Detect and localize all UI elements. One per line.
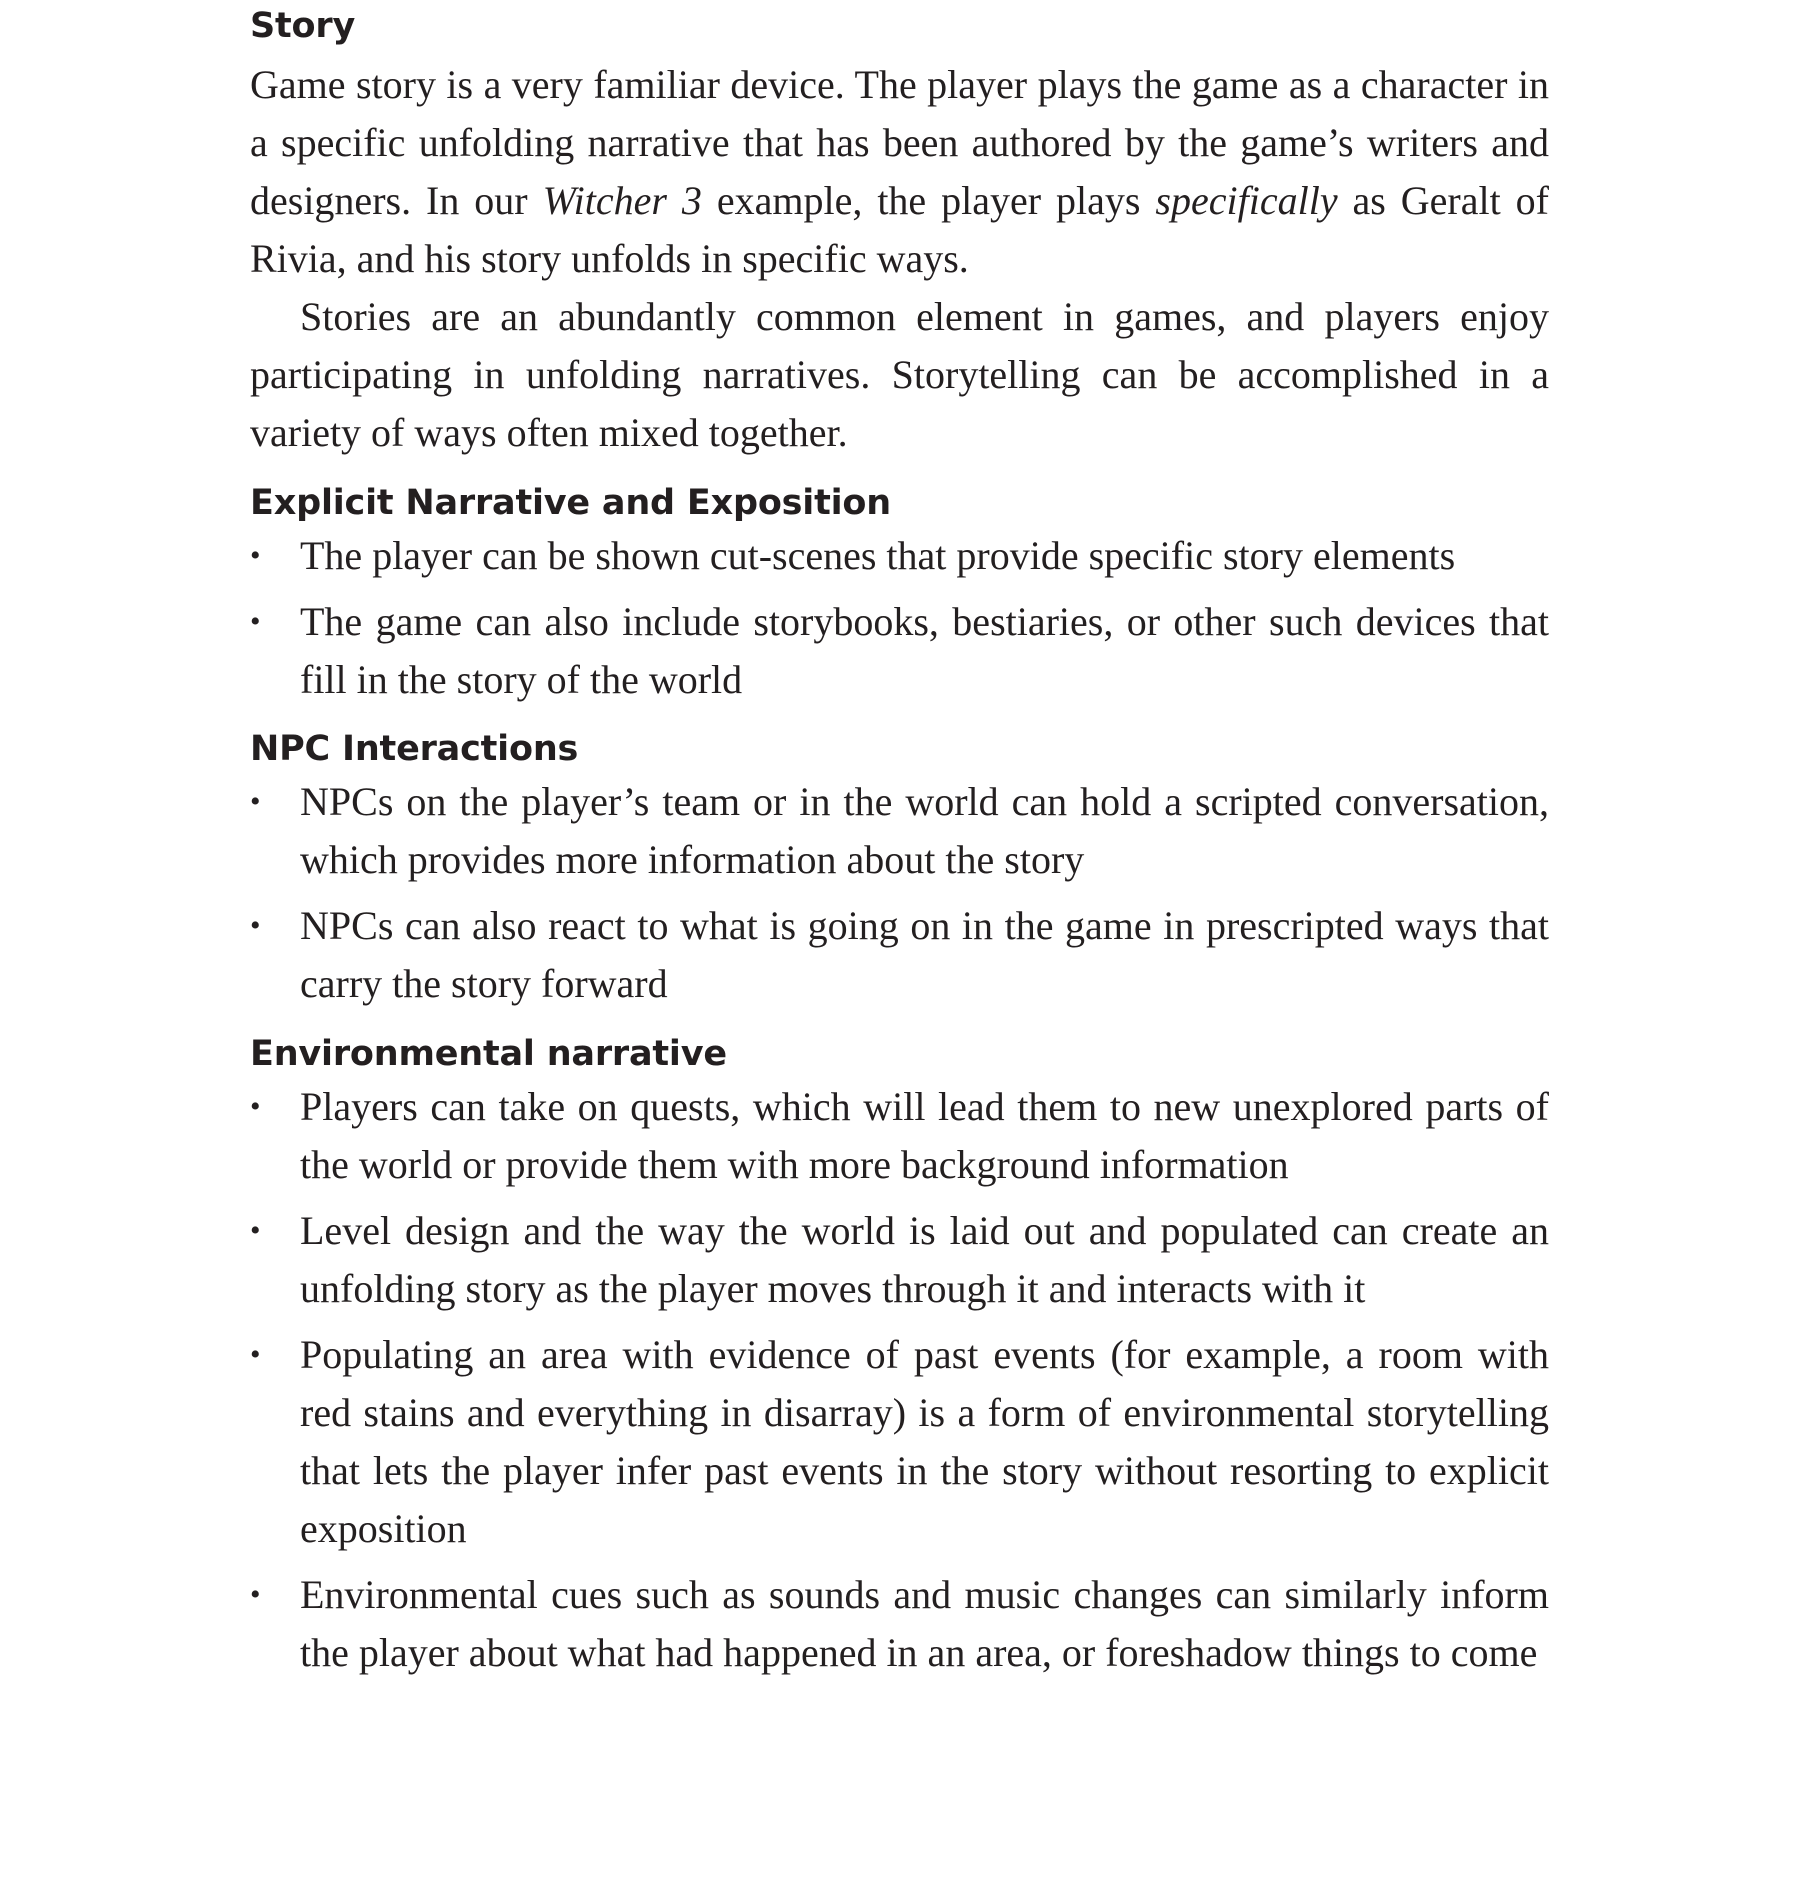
- list-item-text: The player can be shown cut-scenes that provide specific story elements: [300, 533, 1456, 578]
- list-item-text: Environmental cues such as sounds and music changes can similarly inform the player about what had happened in an area, or foreshadow things to come: [300, 1572, 1549, 1675]
- bullet-icon: •: [250, 539, 261, 572]
- list-item: [250, 527, 1549, 585]
- story-p1-text-b: example, the player plays: [701, 178, 1156, 223]
- list-item-text: Players can take on quests, which will lead them to new unexplored parts of the world or provide them with more background information: [300, 1084, 1549, 1187]
- list-item: [250, 1566, 1549, 1682]
- list-item-text: Level design and the way the world is laid out and populated can create an unfolding story as the player moves through it and interacts with it: [300, 1208, 1549, 1311]
- list-item-text: NPCs on the player’s team or in the world can hold a scripted conversation, which provides more information about the story: [300, 779, 1549, 882]
- story-p1-text-c: as Geralt of Rivia, and his story unfolds in specific ways.: [250, 178, 1550, 281]
- story-paragraph-1: [250, 56, 1549, 288]
- bullet-icon: •: [250, 1338, 261, 1371]
- story-p1-text-a: Game story is a very familiar device. The player plays the game as a character in a specific unfolding narrative that has been authored by the game’s writers and designers. In our: [250, 62, 1549, 223]
- list-item: [250, 1326, 1549, 1558]
- environmental-narrative-list: [250, 1078, 1549, 1682]
- list-item-text: Populating an area with evidence of past events (for example, a room with red stains and everything in disarray) is a form of environmental storytelling that lets the player infer past events in the story without resorting to explicit exposition: [300, 1332, 1549, 1551]
- list-item-text: The game can also include storybooks, bestiaries, or other such devices that fill in the story of the world: [300, 599, 1549, 702]
- bullet-icon: •: [250, 1578, 261, 1611]
- bullet-icon: •: [250, 909, 261, 942]
- story-paragraph-2: Stories are an abundantly common element in games, and players enjoy participating in unfolding narratives. Storytelling can be accomplished in a variety of ways often mixed together.: [250, 294, 1549, 455]
- list-item: [250, 1202, 1549, 1318]
- list-item: [250, 897, 1549, 1013]
- list-item: [250, 593, 1549, 709]
- bullet-icon: •: [250, 785, 261, 818]
- section-heading-environmental-narrative: Environmental narrative: [250, 1034, 727, 1074]
- list-item: [250, 1078, 1549, 1194]
- bullet-icon: •: [250, 1214, 261, 1247]
- story-p1-italic-word: specifically: [1155, 178, 1338, 223]
- list-item: [250, 773, 1549, 889]
- bullet-icon: •: [250, 1090, 261, 1123]
- list-item-text: NPCs can also react to what is going on in the game in prescripted ways that carry the story forward: [300, 903, 1549, 1006]
- bullet-icon: •: [250, 605, 261, 638]
- section-heading-npc-interactions: NPC Interactions: [250, 729, 579, 769]
- explicit-narrative-list: [250, 527, 1549, 709]
- story-p1-italic-title: Witcher 3: [542, 178, 702, 223]
- section-heading-explicit-narrative: Explicit Narrative and Exposition: [250, 483, 891, 523]
- npc-interactions-list: [250, 773, 1549, 1013]
- document-page: [250, 0, 1549, 1682]
- section-heading-story: Story: [250, 6, 356, 46]
